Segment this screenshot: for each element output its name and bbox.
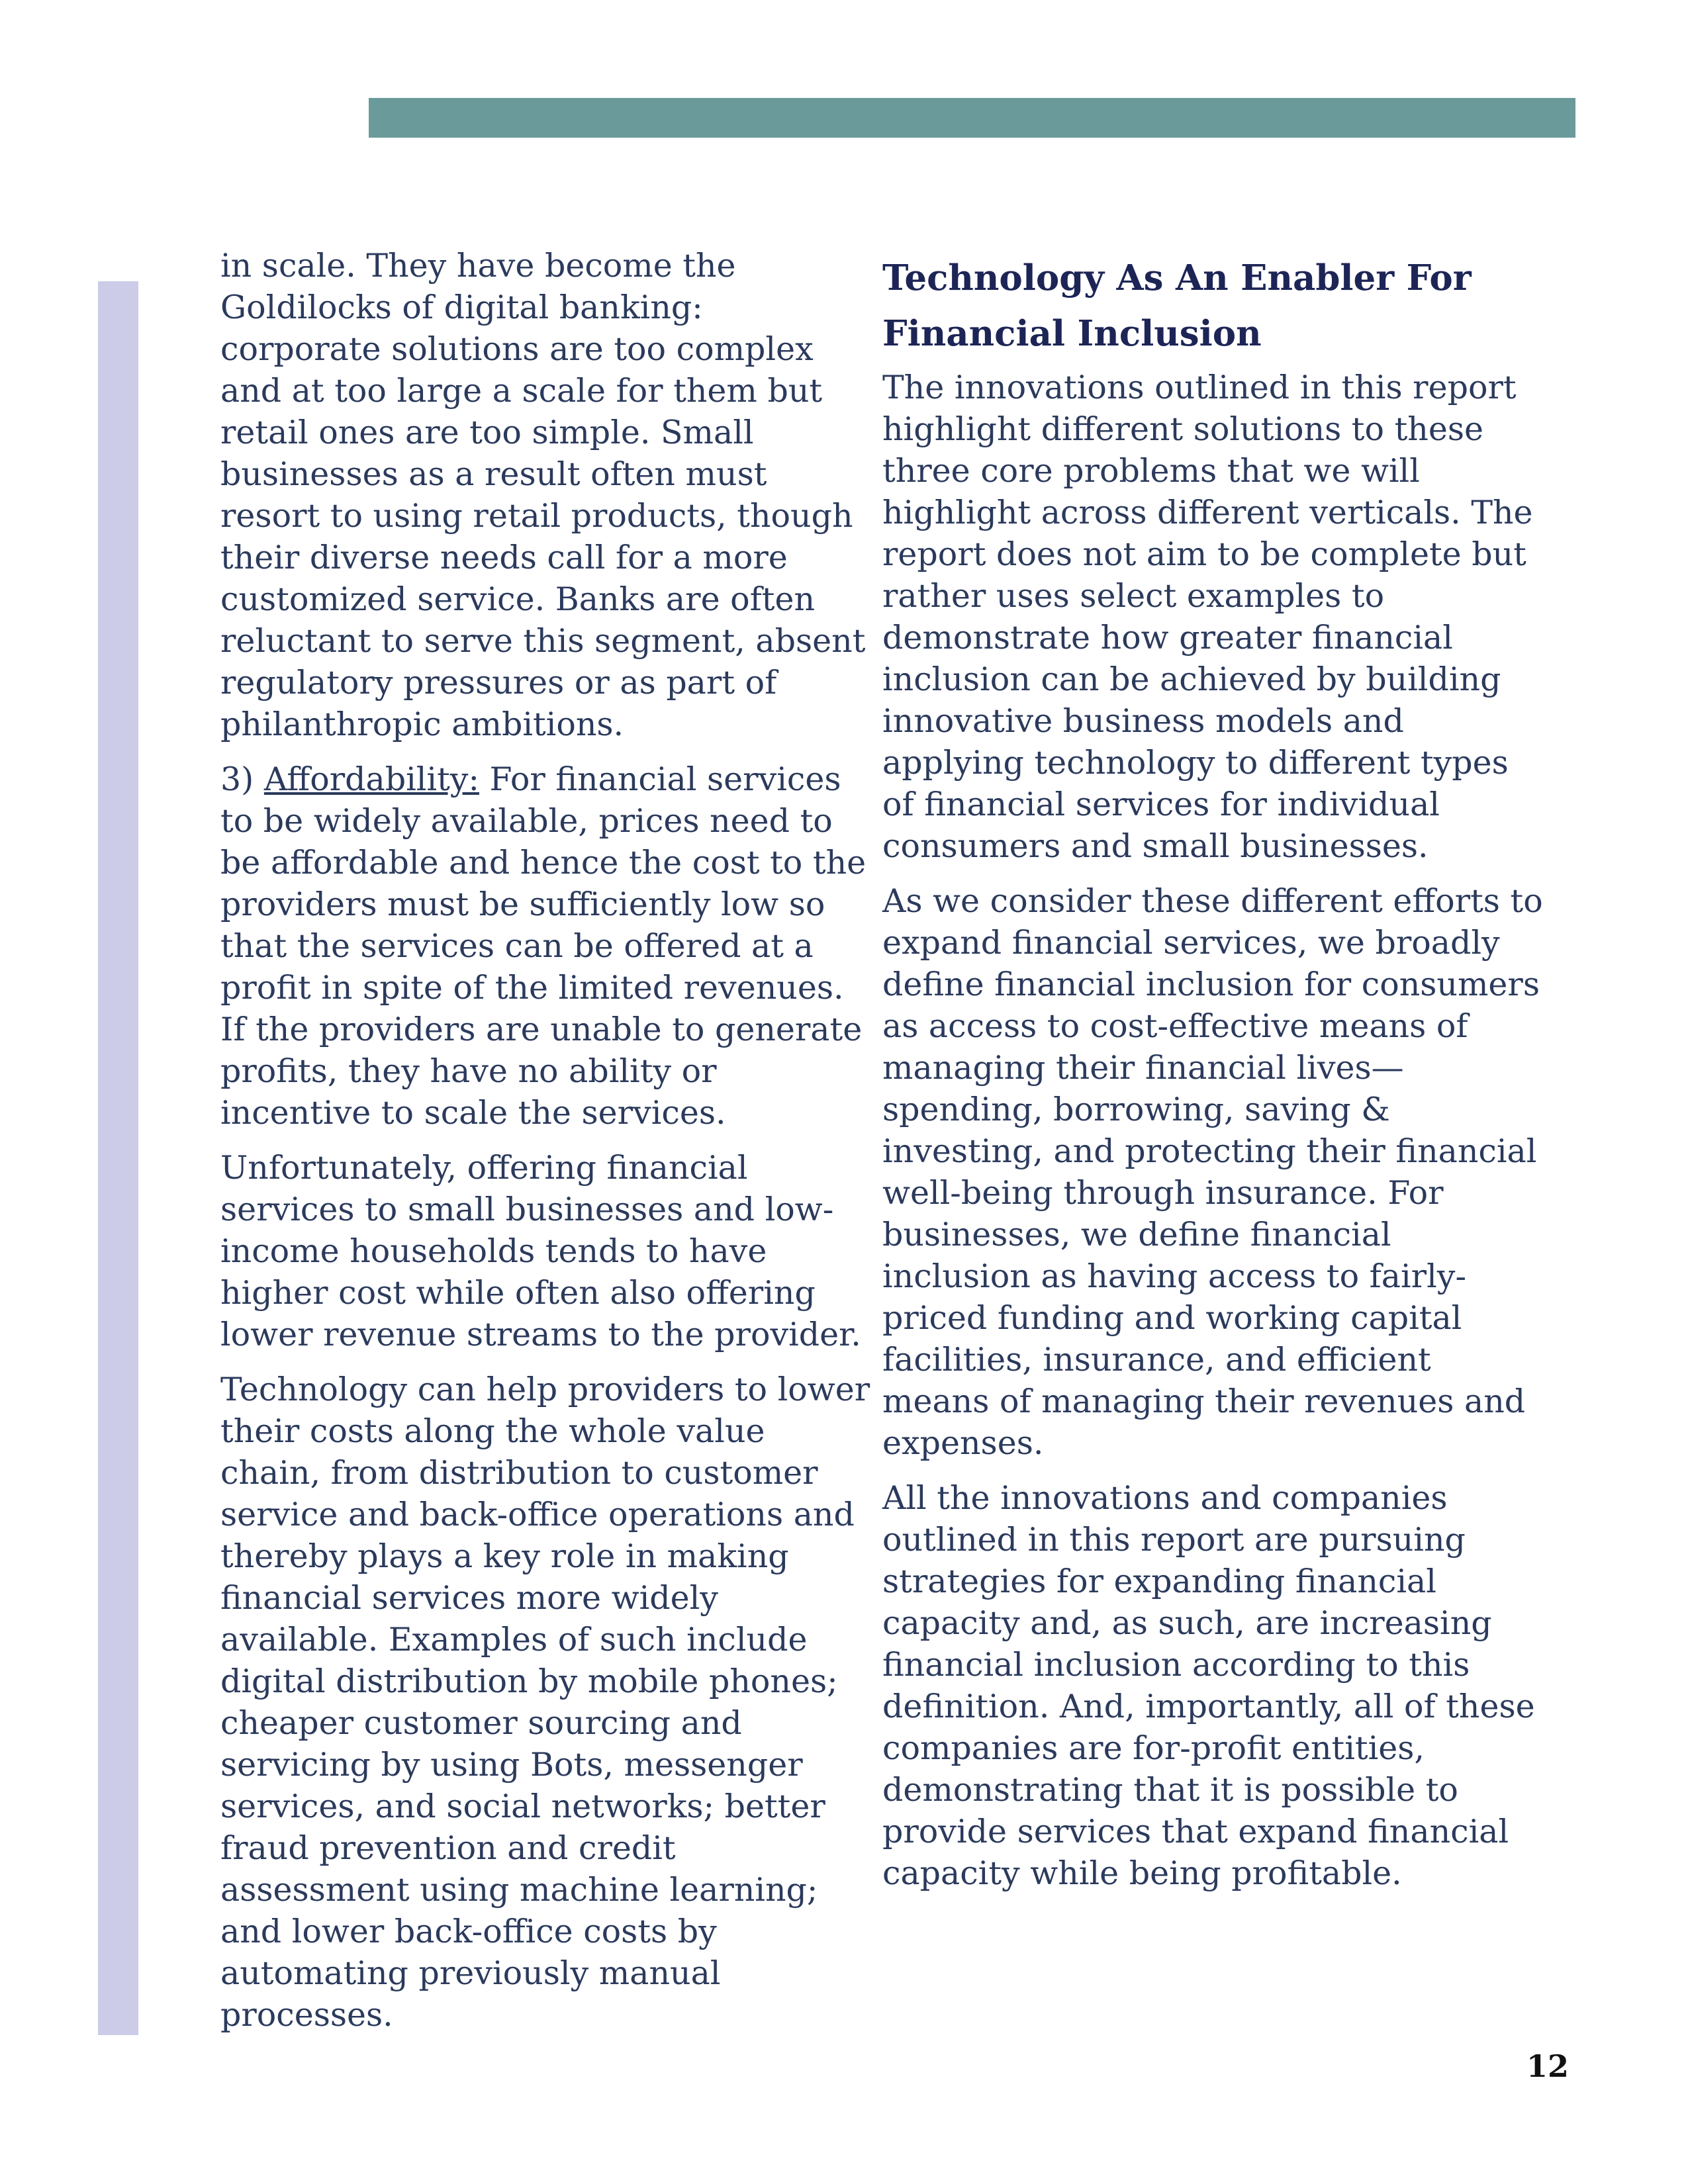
paragraph-higher-cost: Unfortunately, offering financial services to small businesses and low-income households tends to have higher cost while often also offering lower revenue streams to the provider. <box>220 1149 861 1353</box>
paragraph-goldilocks: in scale. They have become the Goldilocks of digital banking: corporate solutions are too complex and at too large a scale for them but retail ones are too simple. Small businesses as a result often must resort to using retail products, though their diverse needs call for a more customized service. Banks are often reluctant to serve this segment, absent regulatory pressures or as part of philanthropic ambitions. <box>220 247 866 743</box>
left-column <box>220 245 872 2049</box>
affordability-text: For financial services to be widely available, prices need to be affordable and hence the cost to the providers must be sufficiently low so that the services can be offered at a profit in spite of the limited revenues. If the providers are unable to generate profits, they have no ability or incentive to scale the services. <box>220 760 867 1132</box>
section-heading: Technology As An Enabler For Financial Inclusion <box>882 257 1472 354</box>
side-accent-bar <box>98 281 138 2035</box>
paragraph-affordability <box>220 758 872 1134</box>
affordability-number: 3) <box>220 760 264 798</box>
paragraph-technology-lowers-cost: Technology can help providers to lower their costs along the whole value chain, from distribution to customer service and back-office operations and thereby plays a key role in making financial services more widely available. Examples of such include digital distribution by mobile phones; cheaper customer sourcing and servicing by using Bots, messenger services, and social networks; better fraud prevention and credit assessment using machine learning; and lower back-office costs by automating previously manual processes. <box>220 1371 870 2034</box>
paragraph-definition: As we consider these different efforts to expand financial services, we broadly define financial inclusion for consumers as access to cost-effective means of managing their financial lives— spending, borrowing, saving & investing, and protecting their financial well-being through insurance. For businesses, we define financial inclusion as having access to fairly-priced funding and working capital facilities, insurance, and efficient means of managing their revenues and expenses. <box>882 882 1543 1462</box>
right-column <box>882 245 1544 1907</box>
paragraph-for-profit: All the innovations and companies outlined in this report are pursuing strategies for expanding financial capacity and, as such, are increasing financial inclusion according to this definition. And, importantly, all of these companies are for-profit entities, demonstrating that it is possible to provide services that expand financial capacity while being profitable. <box>882 1479 1535 1892</box>
affordability-term: Affordability: <box>263 760 479 798</box>
paragraph-innovations: The innovations outlined in this report highlight different solutions to these three core problems that we will highlight across different verticals. The report does not aim to be complete but rather uses select examples to demonstrate how greater financial inclusion can be achieved by building innovative business models and applying technology to different types of financial services for individual consumers and small businesses. <box>882 369 1533 865</box>
page-number: 12 <box>1526 2048 1569 2084</box>
header-accent-bar <box>369 98 1575 138</box>
